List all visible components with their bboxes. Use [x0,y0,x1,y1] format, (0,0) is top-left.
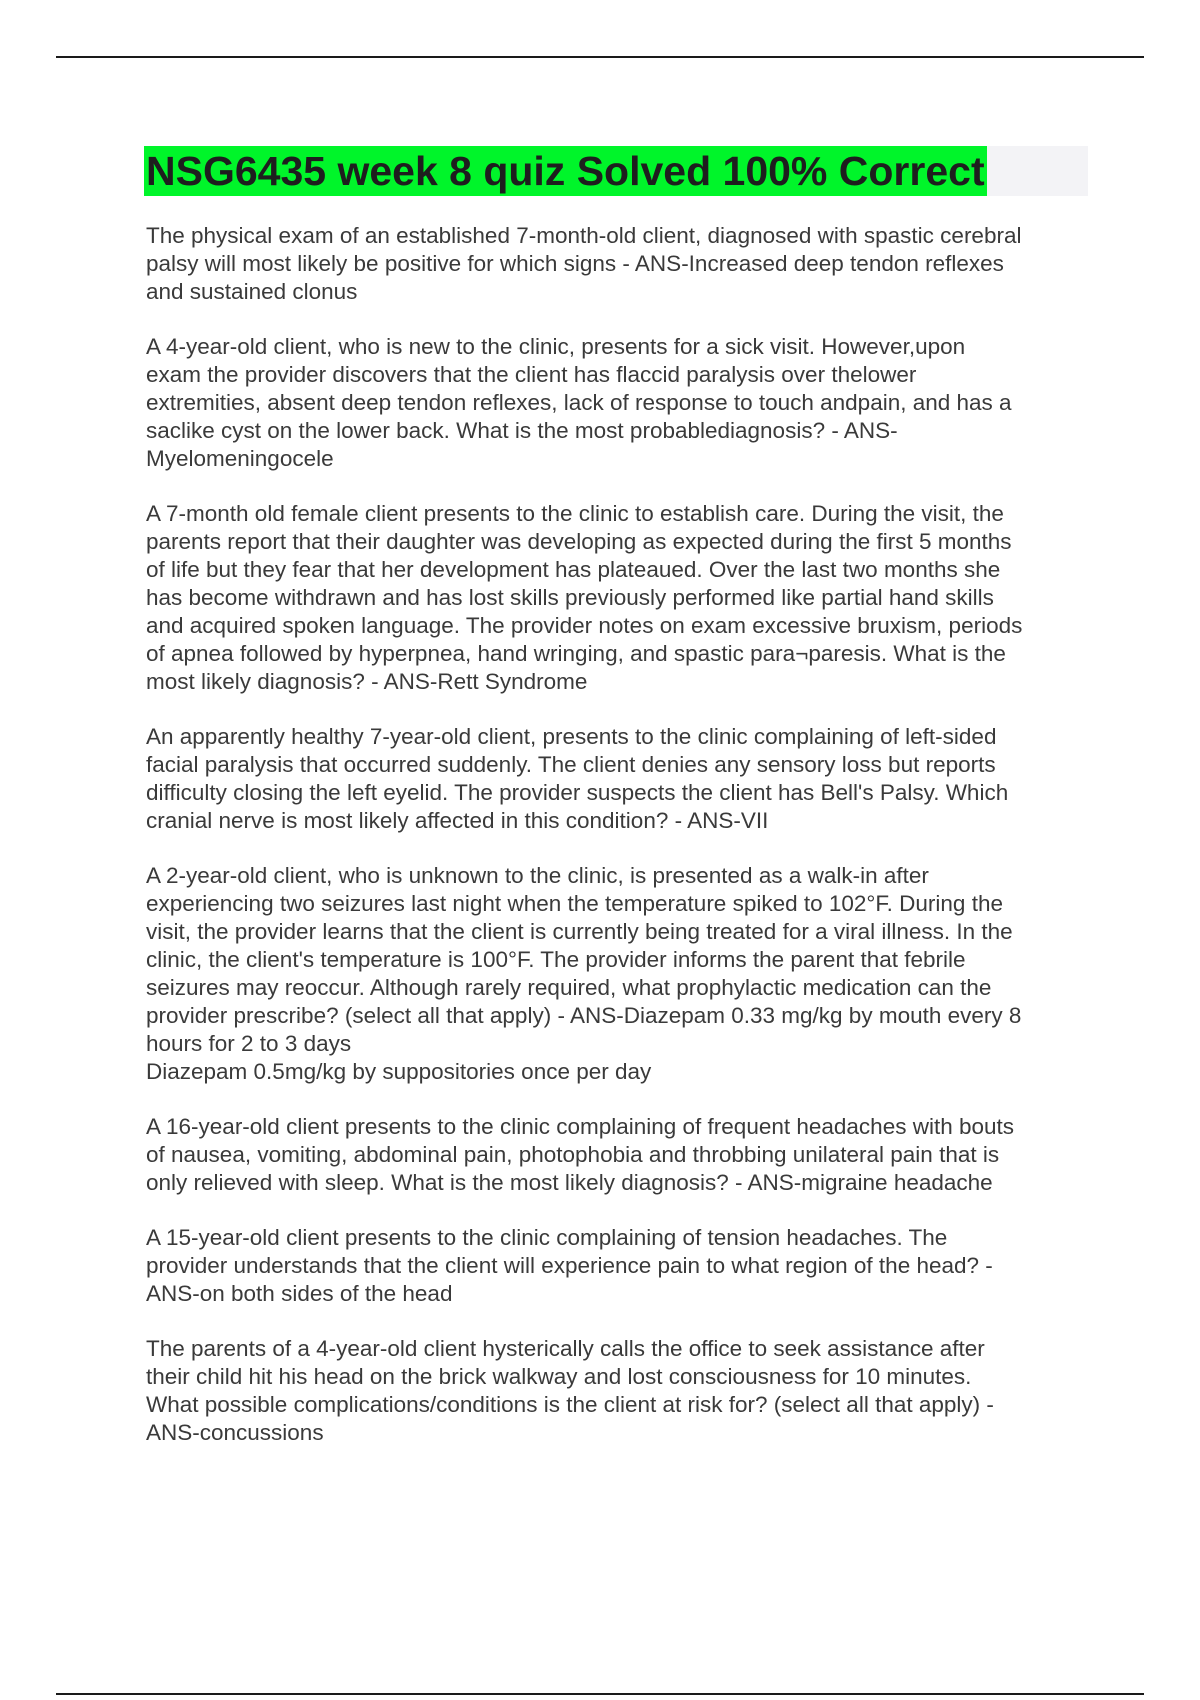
question-answer-2: A 4-year-old client, who is new to the clinic, presents for a sick visit. However,upon exam the provider discovers that the client has flaccid paralysis over thelower extremities, absent deep tendon reflexes, lack of response to touch andpain, and has a saclike cyst on the lower back. What is the most probablediagnosis? - ANS- Myelomeningocele [146,334,1012,471]
question-answer-8: The parents of a 4-year-old client hysterically calls the office to seek assistance after their child hit his head on the brick walkway and lost consciousness for 10 minutes. What possible complications/conditions is the client at risk for? (select all that apply) - ANS-concussions [146,1336,994,1445]
top-divider [56,56,1144,58]
question-answer-3: A 7-month old female client presents to the clinic to establish care. During the visit, the parents report that their daughter was developing as expected during the first 5 months of life but they fear that her development has plateaued. Over the last two months she has become withdrawn and has lost skills previously performed like partial hand skills and acquired spoken language. The provider notes on exam excessive bruxism, periods of apnea followed by hyperpnea, hand wringing, and spastic para¬paresis. What is the most likely diagnosis? - ANS-Rett Syndrome [146,501,1023,694]
question-answer-1: The physical exam of an established 7-month-old client, diagnosed with spastic cerebral palsy will most likely be positive for which signs - ANS-Increased deep tendon reflexes and sustained clonus [146,223,1022,304]
title-bar [144,146,1088,196]
question-answer-4: An apparently healthy 7-year-old client, presents to the clinic complaining of left-sided facial paralysis that occurred suddenly. The client denies any sensory loss but reports difficulty closing the left eyelid. The provider suspects the client has Bell's Palsy. Which cranial nerve is most likely affected in this condition? - ANS-VII [146,724,1009,833]
document-title: NSG6435 week 8 quiz Solved 100% Correct [146,148,985,194]
question-answer-7: A 15-year-old client presents to the clinic complaining of tension headaches. The provider understands that the client will experience pain to what region of the head? - ANS-on both sides of the head [146,1225,993,1306]
question-answer-6: A 16-year-old client presents to the clinic complaining of frequent headaches with bouts of nausea, vomiting, abdominal pain, photophobia and throbbing unilateral pain that is only relieved with sleep. What is the most likely diagnosis? - ANS-migraine headache [146,1114,1015,1195]
question-answer-5: A 2-year-old client, who is unknown to the clinic, is presented as a walk-in after experiencing two seizures last night when the temperature spiked to 102°F. During the visit, the provider learns that the client is currently being treated for a viral illness. In the clinic, the client's temperature is 100°F. The provider informs the parent that febrile seizures may reoccur. Although rarely required, what prophylactic medication can the provider prescribe? (select all that apply) - ANS-Diazepam 0.33 mg/kg by mouth every 8 hours for 2 to 3 days Diazepam 0.5mg/kg by suppositories once per day [146,863,1022,1084]
bottom-divider [56,1693,1144,1695]
question-list [146,222,1096,1474]
